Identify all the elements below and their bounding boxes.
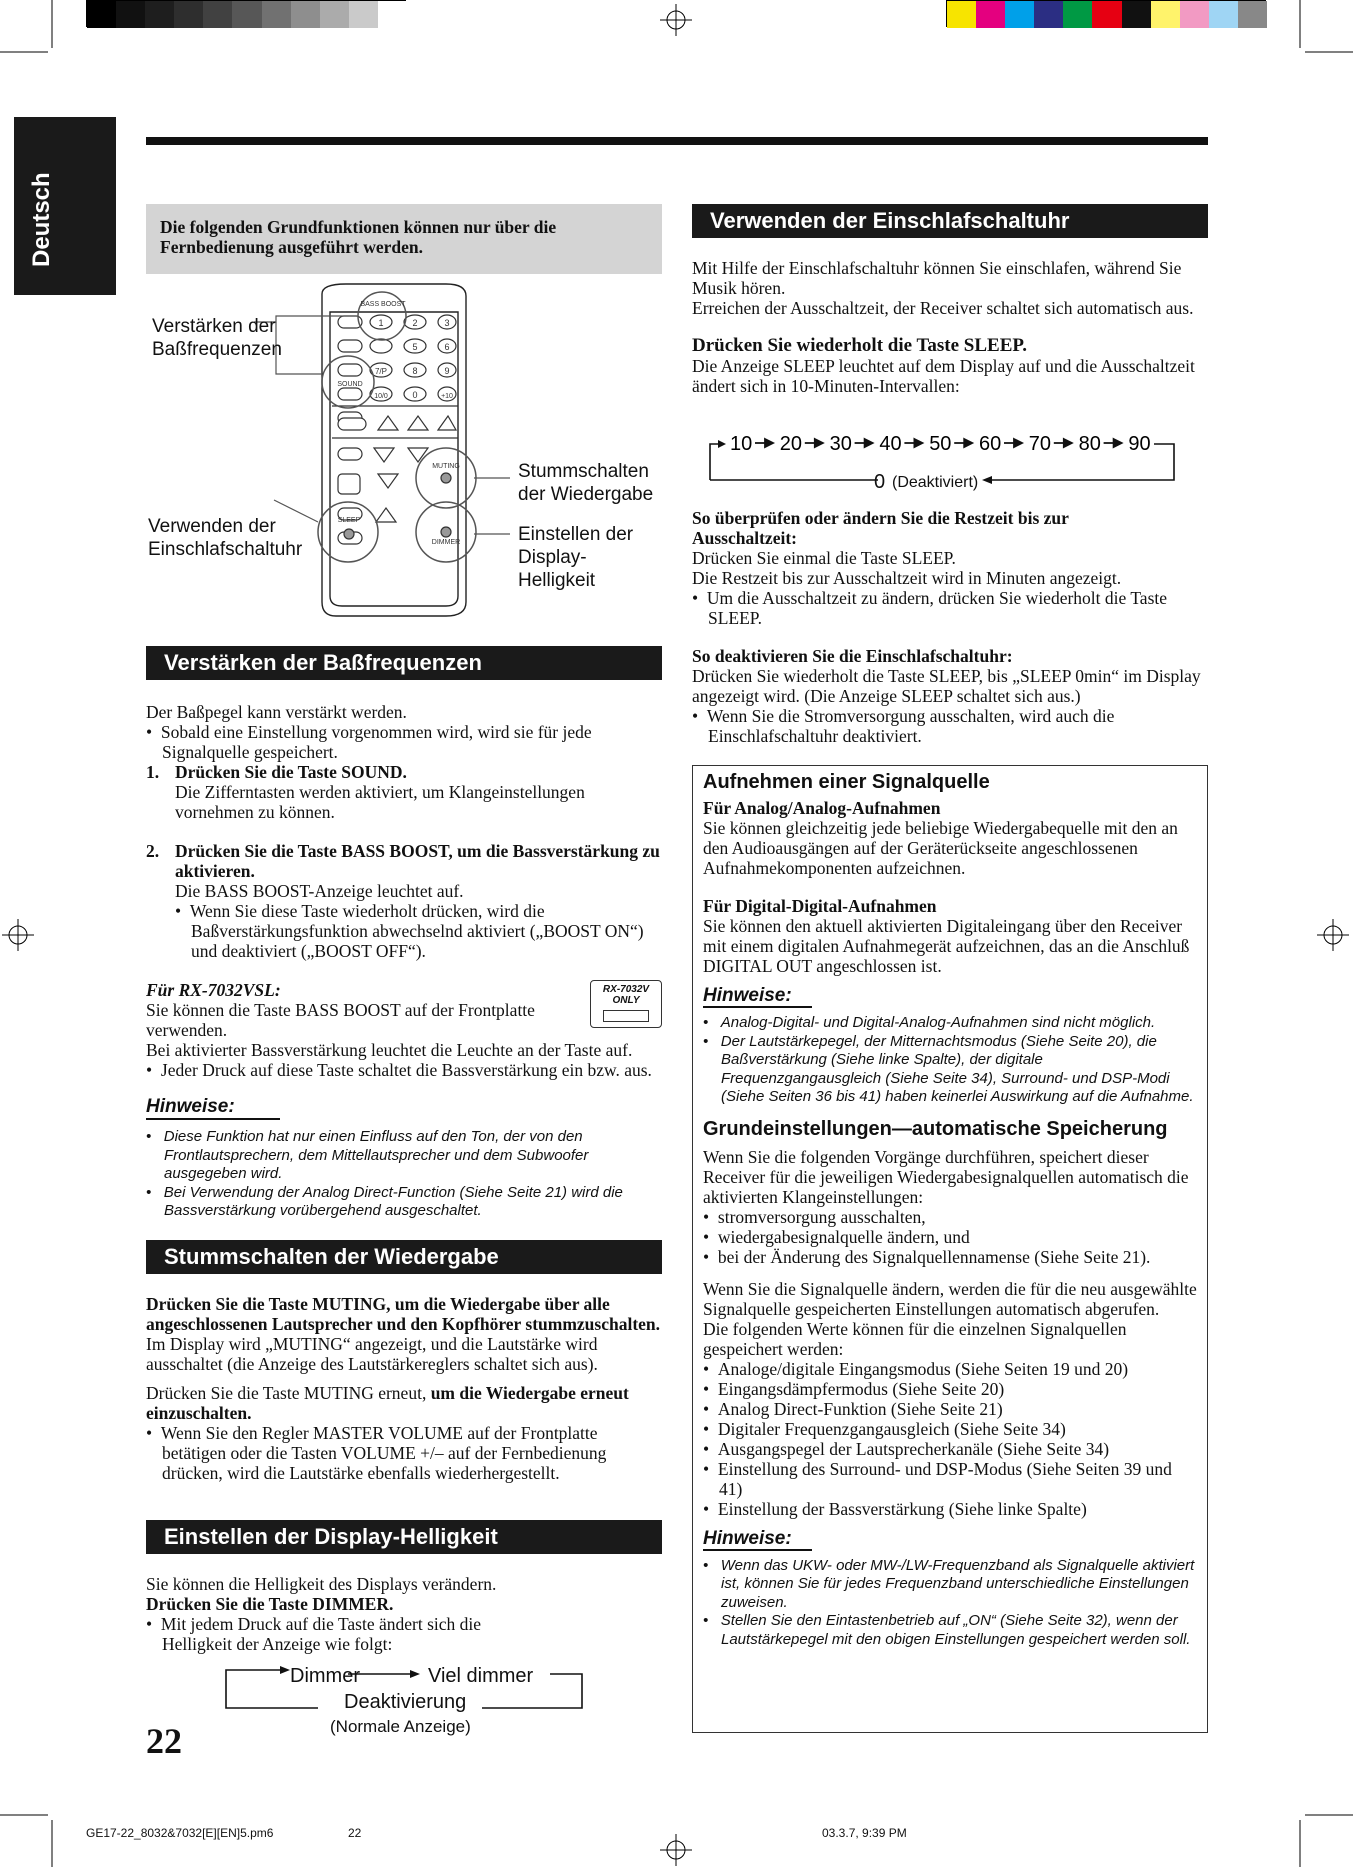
footer-date: 03.3.7, 9:39 PM: [822, 1826, 907, 1840]
sleep-check-text-2: Die Restzeit bis zur Ausschaltzeit wird in Minuten angezeigt.: [692, 568, 1122, 588]
key-muting: MUTING: [432, 463, 460, 470]
rx-title: Für RX-7032VSL:: [146, 980, 281, 1000]
dimmer-section-body: [146, 1574, 662, 1654]
memory-list-2-item: • Einstellung des Surround- und DSP-Modus (Siehe Seiten 39 und 41): [703, 1458, 1172, 1499]
memory-list-1-item-text: bei der Änderung des Signalquellennamense (Siehe Seite 21).: [717, 1246, 1151, 1267]
bass-step-1-num: 1.: [146, 762, 160, 782]
page-number: 22: [146, 1721, 182, 1761]
key-sound: SOUND: [337, 381, 363, 388]
memory-list-1-item: • bei der Änderung des Signalquellennamense (Siehe Seite 21).: [703, 1246, 1151, 1267]
recording-box-content: [693, 766, 1207, 1649]
language-tab: [14, 117, 116, 295]
dimmer-bullet-text: Mit jedem Druck auf die Taste ändert sich die Helligkeit der Anzeige wie folgt:: [160, 1614, 482, 1654]
record-digital-title: Für Digital-Digital-Aufnahmen: [703, 896, 937, 916]
key-0: 0: [412, 390, 418, 400]
sleep-cycle-diagram: [692, 428, 1208, 498]
label-dimmer: Einstellen der Display-Helligkeit: [518, 524, 634, 591]
memory-list-2-item: • Ausgangspegel der Lautsprecherkanäle (Siehe Seite 34): [703, 1438, 1110, 1459]
bass-note-2-text: Bei Verwendung der Analog Direct-Function (Siehe Seite 21) wird die Bassverstärkung vorübergehend ausgeschaltet.: [163, 1183, 623, 1219]
muting-bullet: • Wenn Sie den Regler MASTER VOLUME auf der Frontplatte betätigen oder die Tasten VOLUME +/– auf der Fernbedienung drücken, wird die Lautstärke ebenfalls wiederhergestellt.: [146, 1423, 607, 1483]
bass-step-1-title: Drücken Sie die Taste SOUND.: [175, 762, 407, 782]
key-9: 9: [444, 366, 450, 376]
memory-list-1: [703, 1207, 1197, 1267]
muting-bullet-text: Wenn Sie den Regler MASTER VOLUME auf der Frontplatte betätigen oder die Tasten VOLUME +/– auf der Fernbedienung drücken, wird die Lautstärke ebenfalls wiederhergestellt.: [160, 1423, 607, 1483]
sleep-cycle-arrow: [904, 439, 922, 447]
sleep-cycle-arrow: [1004, 439, 1022, 447]
rx-bullet: • Jeder Druck auf diese Taste schaltet die Bassverstärkung ein bzw. aus.: [146, 1060, 652, 1080]
label-bass: Verstärken der Baßfrequenzen: [152, 316, 282, 360]
sleep-check-bullet: • Um die Ausschaltzeit zu ändern, drücken Sie wiederholt die Taste SLEEP.: [692, 588, 1168, 628]
sleep-check: [692, 508, 1208, 746]
key-sleep: SLEEP: [337, 517, 361, 524]
label-sleep: Verwenden der Einschlafschaltuhr: [148, 516, 303, 560]
rx-badge-only: ONLY: [612, 995, 640, 1006]
rx-text-2: Bei aktivierter Bassverstärkung leuchtet die Leuchte an der Taste auf.: [146, 1040, 633, 1060]
sleep-deact-bullet-text: Wenn Sie die Stromversorgung ausschalten, wird auch die Einschlafschaltuhr deaktiviert.: [706, 706, 1115, 746]
bass-note-1: • Diese Funktion hat nur einen Einfluss auf den Ton, der von den Frontlautsprechern, dem Mittellautsprecher und dem Subwoofer ausgegeben wird.: [146, 1128, 589, 1182]
section-dimmer-title: Einstellen der Display-Helligkeit: [146, 1520, 662, 1554]
record-note-4: • Stellen Sie den Eintastenbetrieb auf „ON“ (Siehe Seite 32), wenn der Lautstärkepegel mit den obigen Einstellungen gespeichert werden soll.: [703, 1612, 1191, 1648]
sleep-cycle-value: 50: [929, 433, 952, 455]
memory-list-2-item-text: Einstellung des Surround- und DSP-Modus (Siehe Seiten 39 und 41): [717, 1458, 1172, 1499]
memory-list-2-item-text: Eingangsdämpfermodus (Siehe Seite 20): [717, 1378, 1005, 1399]
bass-step-1: [146, 762, 662, 822]
registration-mark-bottom: [660, 1834, 692, 1866]
sleep-cycle-value: 80: [1078, 433, 1101, 455]
key-7p: 7/P: [374, 367, 388, 376]
key-8: 8: [412, 366, 418, 376]
memory-title: Grundeinstellungen—automatische Speicherung: [703, 1117, 1168, 1140]
memory-list-1-item-text: wiedergabesignalquelle ändern, und: [717, 1226, 970, 1247]
sleep-cycle-value: 40: [879, 433, 902, 455]
sleep-bold-1: Drücken Sie wiederholt die Taste SLEEP.: [692, 335, 1028, 356]
bass-bullet-1: • Sobald eine Einstellung vorgenommen wird, wird sie für jede Signalquelle gespeichert.: [146, 722, 592, 762]
label-muting: Stummschalten der Wiedergabe: [518, 461, 654, 505]
muting-text-2a: Drücken Sie die Taste MUTING erneut,: [146, 1383, 431, 1403]
sleep-cycle-value: 70: [1028, 433, 1052, 455]
rx-badge-button-icon: [603, 1010, 649, 1022]
dimmer-cycle-b: Viel dimmer: [428, 1665, 534, 1687]
record-note-3-text: Wenn das UKW- oder MW-/LW-Frequenzband als Signalquelle aktiviert ist, können Sie für jedes Frequenzband unterschiedliche Einstellungen zuweisen.: [720, 1556, 1195, 1611]
key-6: 6: [444, 342, 450, 352]
record-note-2-text: Der Lautstärkepegel, der Mitternachtsmodus (Siehe Seite 20), die Baßverstärkung (Siehe linke Spalte), der digitale Frequenzgangausgleich (Siehe Seite 34), Surround- und DSP-Modi (Siehe Seiten 36 bis 41) haben keinerlei Auswirkung auf die Aufnahme.: [720, 1032, 1194, 1105]
record-digital-text: Sie können den aktuell aktivierten Digitaleingang über den Receiver mit einem digitalen Aufnahmegerät aufzeichnen, das an die Anschluß DIGITAL OUT angeschlossen ist.: [703, 916, 1190, 976]
memory-list-2-item: • Analoge/digitale Eingangsmodus (Siehe Seiten 19 und 20): [703, 1358, 1129, 1379]
muting-bold: Drücken Sie die Taste MUTING, um die Wiedergabe über alle angeschlossenen Lautsprecher und den Kopfhörer stummzuschalten.: [146, 1294, 661, 1334]
sleep-deact-title: So deaktivieren Sie die Einschlafschaltuhr:: [692, 646, 1013, 666]
memory-text-2: Wenn Sie die Signalquelle ändern, werden die für die neu ausgewählte Signalquelle gespeicherten Einstellungen automatisch abgerufen.: [703, 1278, 1197, 1319]
registration-mark-top: [660, 4, 692, 36]
bass-note-2: • Bei Verwendung der Analog Direct-Function (Siehe Seite 21) wird die Bassverstärkung vorübergehend ausgeschaltet.: [146, 1183, 623, 1219]
sleep-deact-text: Drücken Sie wiederholt die Taste SLEEP, bis „SLEEP 0min“ im Display angezeigt wird. (Die Anzeige SLEEP schaltet sich aus.): [692, 666, 1201, 706]
memory-list-2-item-text: Analog Direct-Funktion (Siehe Seite 21): [717, 1398, 1003, 1419]
key-3: 3: [444, 318, 450, 328]
sleep-cycle-arrow: [1104, 439, 1122, 447]
memory-text-3: Die folgenden Werte können für die einzelnen Signalquellen gespeichert werden:: [703, 1318, 1127, 1359]
memory-list-2-item-text: Digitaler Frequenzgangausgleich (Siehe Seite 34): [717, 1418, 1066, 1439]
sleep-cycle-zero: 0: [874, 471, 886, 493]
sleep-check-bullet-text: Um die Ausschaltzeit zu ändern, drücken Sie wiederholt die Taste SLEEP.: [706, 588, 1168, 628]
key-dimmer: DIMMER: [431, 539, 461, 546]
sleep-deact-bullet: • Wenn Sie die Stromversorgung ausschalten, wird auch die Einschlafschaltuhr deaktiviert.: [692, 706, 1115, 746]
rx-bullet-text: Jeder Druck auf diese Taste schaltet die Bassverstärkung ein bzw. aus.: [160, 1060, 652, 1080]
sleep-cycle-value: 20: [779, 433, 803, 455]
dimmer-cycle-a: Dimmer: [290, 1665, 360, 1687]
key-5: 5: [412, 342, 418, 352]
sleep-cycle-zero-label: (Deaktiviert): [892, 474, 979, 491]
sleep-cycle-arrow: [805, 439, 823, 447]
footer-file: GE17-22_8032&7032[E][EN]5.pm6: [86, 1826, 274, 1840]
sleep-cycle-value: 30: [829, 433, 852, 455]
muting-text-1: Im Display wird „MUTING“ angezeigt, und die Lautstärke wird ausschaltet (die Anzeige des Lautstärkereglers schaltet sich aus).: [146, 1334, 598, 1374]
memory-list-1-item: • stromversorgung ausschalten,: [703, 1206, 926, 1227]
bass-intro: Der Baßpegel kann verstärkt werden.: [146, 702, 407, 722]
bass-step-2-bullet-text: Wenn Sie diese Taste wiederholt drücken, wird die Baßverstärkungsfunktion abwechselnd aktiviert („BOOST ON“) und deaktiviert („BOOST OFF“).: [189, 901, 644, 961]
language-tab-label: Deutsch: [28, 172, 55, 267]
sleep-cycle-arrow: [855, 439, 873, 447]
sleep-cycle-value: 10: [730, 433, 753, 455]
sleep-cycle-arrow: [1054, 439, 1072, 447]
record-analog-text: Sie können gleichzeitig jede beliebige Wiedergabequelle mit den an den Audioausgängen auf der Geräterückseite angeschlossenen Aufnahmekomponenten aufzeichnen.: [703, 818, 1178, 878]
intro-box-text: Die folgenden Grundfunktionen können nur über die Fernbedienung ausgeführt werden.: [160, 217, 557, 257]
section-sleep-title: Verwenden der Einschlafschaltuhr: [692, 204, 1208, 238]
memory-list-2-item: • Analog Direct-Funktion (Siehe Seite 21): [703, 1398, 1003, 1419]
record-note-2: • Der Lautstärkepegel, der Mitternachtsmodus (Siehe Seite 20), die Baßverstärkung (Siehe linke Spalte), der digitale Frequenzgangausgleich (Siehe Seite 34), Surround- und DSP-Modi (Siehe Seiten 36 bis 41) haben keinerlei Auswirkung auf die Aufnahme.: [703, 1032, 1194, 1105]
memory-text: Wenn Sie die folgenden Vorgänge durchführen, speichert dieser Receiver für die jeweiligen Wiedergabesignalquellen automatisch die aktivierten Klangeinstellungen:: [703, 1146, 1189, 1207]
record-notes-title: Hinweise:: [703, 986, 812, 1008]
dimmer-cycle-d: (Normale Anzeige): [330, 1717, 471, 1736]
sleep-check-title: So überprüfen oder ändern Sie die Restzeit bis zur Ausschaltzeit:: [692, 508, 1069, 548]
bass-bullet-1-text: Sobald eine Einstellung vorgenommen wird, wird sie für jede Signalquelle gespeichert.: [160, 722, 592, 762]
memory-list-2: [703, 1359, 1197, 1519]
key-1: 1: [378, 318, 384, 328]
record-note-1-text: Analog-Digital- und Digital-Analog-Aufnahmen sind nicht möglich.: [720, 1014, 1156, 1031]
intro-box: [146, 204, 662, 274]
sleep-section-body: [692, 258, 1208, 396]
memory-list-1-item-text: stromversorgung ausschalten,: [717, 1206, 926, 1227]
bass-note-1-text: Diese Funktion hat nur einen Einfluss auf den Ton, der von den Frontlautsprechern, dem Mittellautsprecher und dem Subwoofer ausgegeben wird.: [163, 1128, 589, 1182]
recording-box: [692, 765, 1208, 1733]
bass-step-1-text: Die Zifferntasten werden aktiviert, um Klangeinstellungen vornehmen zu können.: [175, 782, 585, 822]
record-analog-title: Für Analog/Analog-Aufnahmen: [703, 798, 941, 818]
key-2: 2: [412, 318, 418, 328]
memory-list-2-item: • Eingangsdämpfermodus (Siehe Seite 20): [703, 1378, 1005, 1399]
key-plus10: +10: [441, 393, 453, 400]
record-notes2-title: Hinweise:: [703, 1529, 812, 1551]
rx-text-1: Sie können die Taste BASS BOOST auf der Frontplatte verwenden.: [146, 1000, 535, 1040]
sleep-cycle-value: 60: [979, 433, 1002, 455]
registration-mark-left: [2, 919, 34, 951]
memory-list-2-item-text: Ausgangspegel der Lautsprecherkanäle (Siehe Seite 34): [717, 1438, 1110, 1459]
key-10-0: 10/0: [374, 393, 388, 400]
memory-list-2-item: • Digitaler Frequenzgangausgleich (Siehe Seite 34): [703, 1418, 1066, 1439]
memory-list-2-item-text: Einstellung der Bassverstärkung (Siehe linke Spalte): [717, 1498, 1087, 1519]
bass-step-2-text: Die BASS BOOST-Anzeige leuchtet auf.: [175, 881, 464, 901]
section-bass-title: Verstärken der Baßfrequenzen: [146, 646, 662, 680]
bass-step-2-title: Drücken Sie die Taste BASS BOOST, um die Bassverstärkung zu aktivieren.: [175, 841, 660, 881]
muting-section-body: [146, 1294, 662, 1483]
bass-notes: [146, 1096, 662, 1221]
rx-badge-model: RX-7032V: [602, 984, 650, 995]
bass-section-body: [146, 702, 662, 1080]
sleep-cycle-value: 90: [1128, 433, 1151, 455]
rx-only-badge: [590, 980, 662, 1028]
sleep-check-text-1: Drücken Sie einmal die Taste SLEEP.: [692, 548, 956, 568]
record-note-4-text: Stellen Sie den Eintastenbetrieb auf „ON“ (Siehe Seite 32), wenn der Lautstärkepegel mit den obigen Einstellungen gespeichert werden soll.: [720, 1612, 1191, 1648]
sleep-intro-1: Mit Hilfe der Einschlafschaltuhr können Sie einschlafen, während Sie Musik hören.: [692, 258, 1182, 298]
registration-mark-right: [1317, 919, 1349, 951]
record-note-1: • Analog-Digital- und Digital-Analog-Aufnahmen sind nicht möglich.: [703, 1014, 1156, 1031]
record-note-3: • Wenn das UKW- oder MW-/LW-Frequenzband als Signalquelle aktiviert ist, können Sie für jedes Frequenzband unterschiedliche Einstellungen zuweisen.: [703, 1556, 1195, 1611]
muting-text-2b: um die Wiedergabe erneut einzuschalten.: [146, 1383, 629, 1423]
dimmer-cycle-diagram: [220, 1660, 590, 1740]
dimmer-bold: Drücken Sie die Taste DIMMER.: [146, 1594, 394, 1614]
dimmer-bullet: • Mit jedem Druck auf die Taste ändert sich die Helligkeit der Anzeige wie folgt:: [146, 1614, 482, 1654]
sleep-text-1: Die Anzeige SLEEP leuchtet auf dem Display auf und die Ausschaltzeit ändert sich in 10-Minuten-Intervallen:: [692, 356, 1195, 396]
bass-step-2: [146, 841, 662, 961]
memory-list-1-item: • wiedergabesignalquelle ändern, und: [703, 1226, 970, 1247]
bass-step-2-num: 2.: [146, 841, 160, 861]
key-bass-boost: BASS BOOST: [360, 301, 406, 308]
muting-text-2: [146, 1383, 662, 1423]
header-rule: [146, 137, 1208, 145]
section-muting-title: Stummschalten der Wiedergabe: [146, 1240, 662, 1274]
memory-list-2-item-text: Analoge/digitale Eingangsmodus (Siehe Seiten 19 und 20): [717, 1358, 1129, 1379]
sleep-intro-2: Erreichen der Ausschaltzeit, der Receiver schaltet sich automatisch aus.: [692, 298, 1194, 318]
footer-page: 22: [348, 1826, 362, 1840]
bass-notes-title: Hinweise:: [146, 1096, 280, 1120]
memory-list-2-item: • Einstellung der Bassverstärkung (Siehe linke Spalte): [703, 1498, 1087, 1519]
record-title: Aufnehmen einer Signalquelle: [703, 771, 990, 793]
dimmer-cycle-c: Deaktivierung: [344, 1691, 467, 1713]
bass-step-2-bullet: • Wenn Sie diese Taste wiederholt drücken, wird die Baßverstärkungsfunktion abwechselnd aktiviert („BOOST ON“) und deaktiviert („BOOST OFF“).: [175, 901, 644, 961]
dimmer-text-1: Sie können die Helligkeit des Displays verändern.: [146, 1574, 497, 1594]
sleep-cycle-arrow: [755, 439, 773, 447]
sleep-cycle-arrow: [954, 439, 972, 447]
